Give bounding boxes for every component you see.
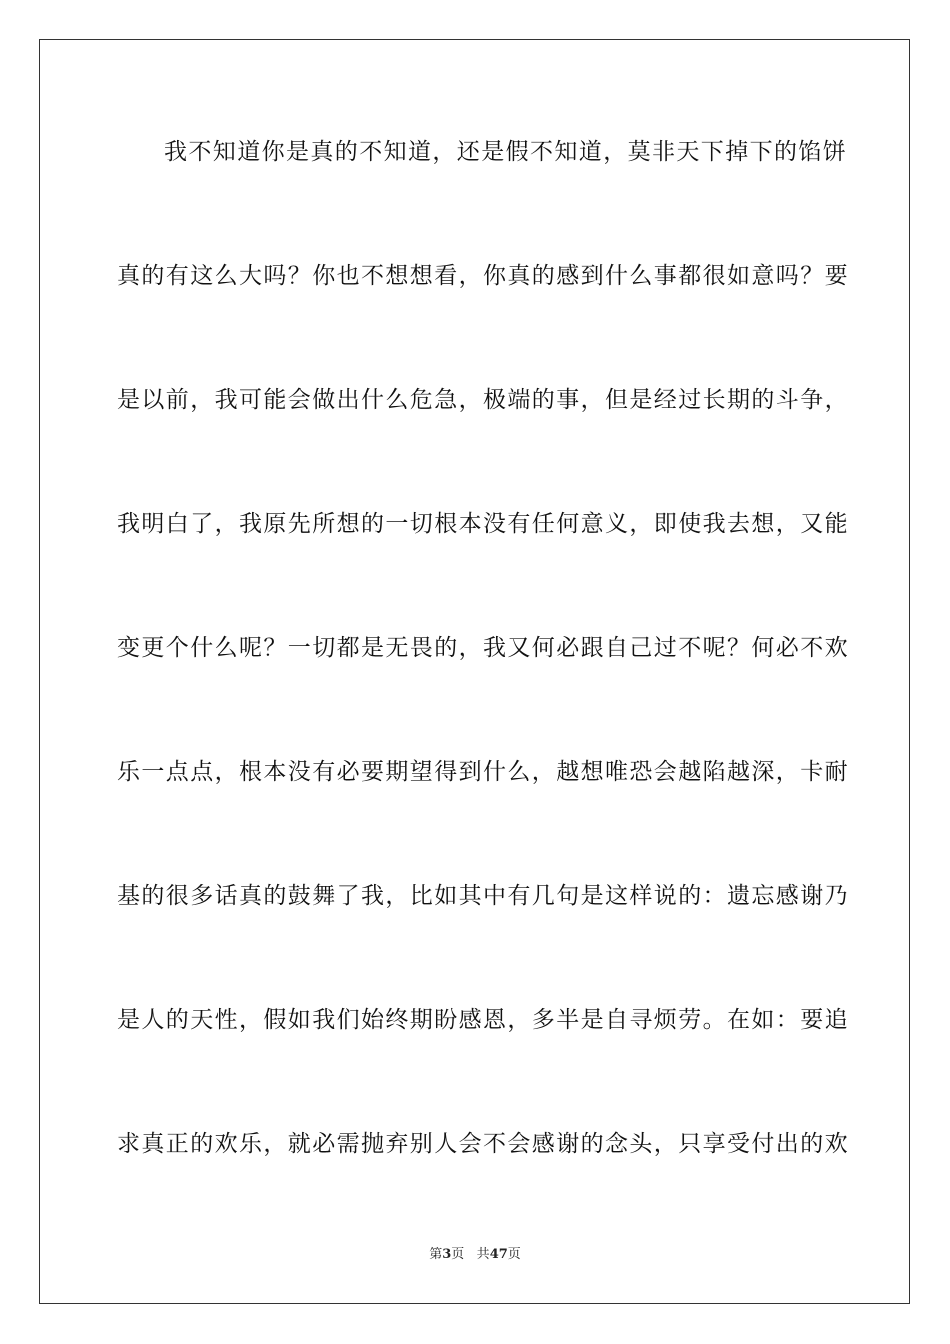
paragraph-line-7: 基的很多话真的鼓舞了我，比如其中有几句是这样说的：遗忘感谢乃 (117, 883, 849, 909)
page-suffix: 页 (451, 1247, 465, 1262)
paragraph-line-8: 是人的天性，假如我们始终期盼感恩，多半是自寻烦劳。在如：要追 (117, 1007, 849, 1033)
page-prefix: 第 (429, 1247, 443, 1262)
paragraph-line-9: 求真正的欢乐，就必需抛弃别人会不会感谢的念头，只享受付出的欢 (117, 1131, 849, 1157)
total-suffix: 页 (507, 1247, 521, 1262)
paragraph-line-6: 乐一点点，根本没有必要期望得到什么，越想唯恐会越陷越深，卡耐 (117, 759, 849, 785)
total-prefix: 共 (476, 1247, 490, 1262)
paragraph-line-3: 是以前，我可能会做出什么危急，极端的事，但是经过长期的斗争， (117, 387, 849, 413)
page-footer (0, 1246, 950, 1264)
page-number: 3 (442, 1247, 452, 1262)
page-border (39, 39, 910, 1304)
paragraph-line-4: 我明白了，我原先所想的一切根本没有任何意义，即使我去想，又能 (117, 511, 849, 537)
paragraph-line-1: 我不知道你是真的不知道，还是假不知道，莫非天下掉下的馅饼 (164, 139, 848, 165)
total-pages: 47 (489, 1247, 508, 1262)
paragraph-line-2: 真的有这么大吗？你也不想想看，你真的感到什么事都很如意吗？要 (117, 263, 849, 289)
paragraph-line-5: 变更个什么呢？一切都是无畏的，我又何必跟自己过不呢？何必不欢 (117, 635, 849, 661)
